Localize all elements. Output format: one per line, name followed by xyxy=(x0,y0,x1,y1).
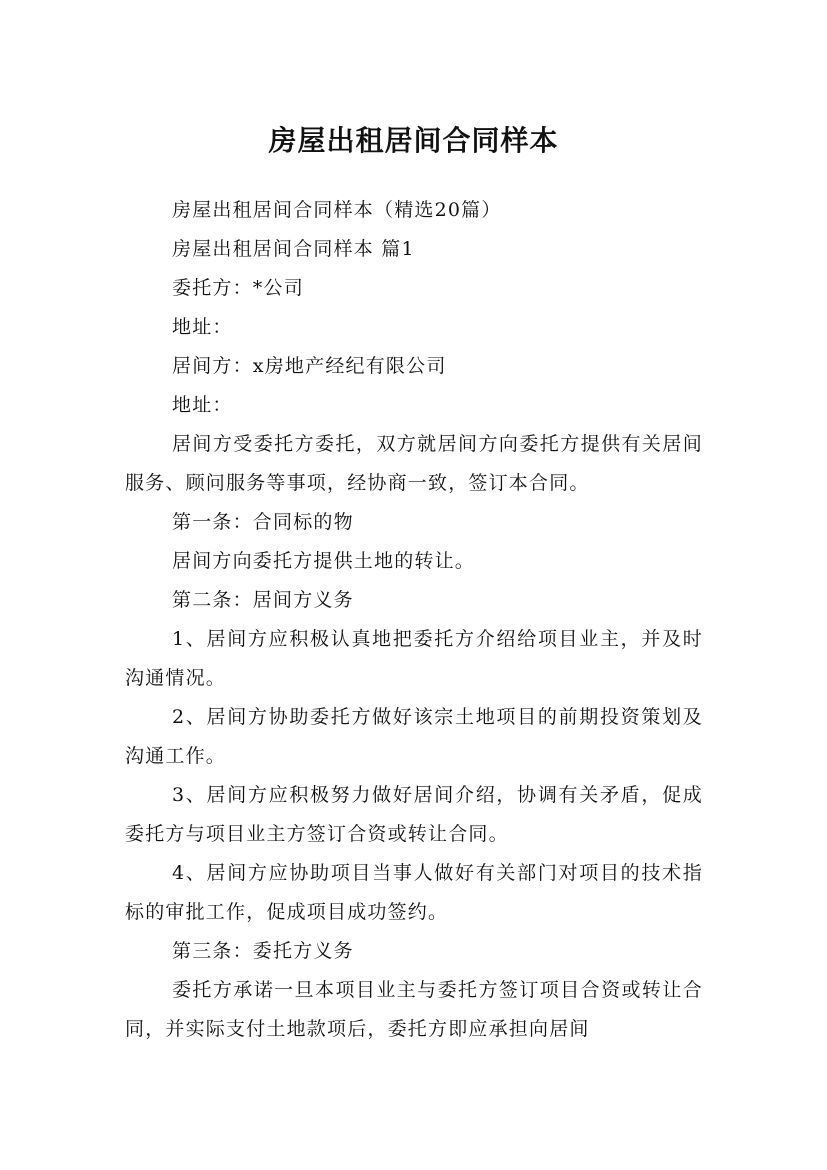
paragraph-obligation-3: 3、居间方应积极努力做好居间介绍，协调有关矛盾，促成委托方与项目业主方签订合资或转让合同。 xyxy=(125,784,703,845)
paragraph-obligation-2: 2、居间方协助委托方做好该宗土地项目的前期投资策划及沟通工作。 xyxy=(125,706,703,767)
document-title: 房屋出租居间合同样本 xyxy=(268,123,559,157)
document-body xyxy=(125,191,703,1049)
paragraph-broker: 居间方：x房地产经纪有限公司 xyxy=(172,355,447,377)
paragraph-article-one-content: 居间方向委托方提供土地的转让。 xyxy=(172,550,476,572)
paragraph-client: 委托方：*公司 xyxy=(172,277,304,299)
paragraph-client-obligation: 委托方承诺一旦本项目业主与委托方签订项目合资或转让合同，并实际支付土地款项后，委托方即应承担向居间 xyxy=(125,979,703,1040)
paragraph-article-heading: 房屋出租居间合同样本 篇1 xyxy=(172,238,415,260)
paragraph-obligation-4: 4、居间方应协助项目当事人做好有关部门对项目的技术指标的审批工作，促成项目成功签约。 xyxy=(125,862,703,923)
paragraph-article-three-heading: 第三条：委托方义务 xyxy=(172,940,354,962)
paragraph-client-address: 地址： xyxy=(172,316,233,338)
paragraph-article-two-heading: 第二条：居间方义务 xyxy=(172,589,354,611)
paragraph-obligation-1: 1、居间方应积极认真地把委托方介绍给项目业主，并及时沟通情况。 xyxy=(125,628,703,689)
paragraph-article-one-heading: 第一条：合同标的物 xyxy=(172,511,354,533)
paragraph-collection-title: 房屋出租居间合同样本（精选20篇） xyxy=(172,199,502,221)
paragraph-agreement-intro: 居间方受委托方委托，双方就居间方向委托方提供有关居间服务、顾问服务等事项，经协商一致，签订本合同。 xyxy=(125,433,703,494)
paragraph-broker-address: 地址： xyxy=(172,394,233,416)
